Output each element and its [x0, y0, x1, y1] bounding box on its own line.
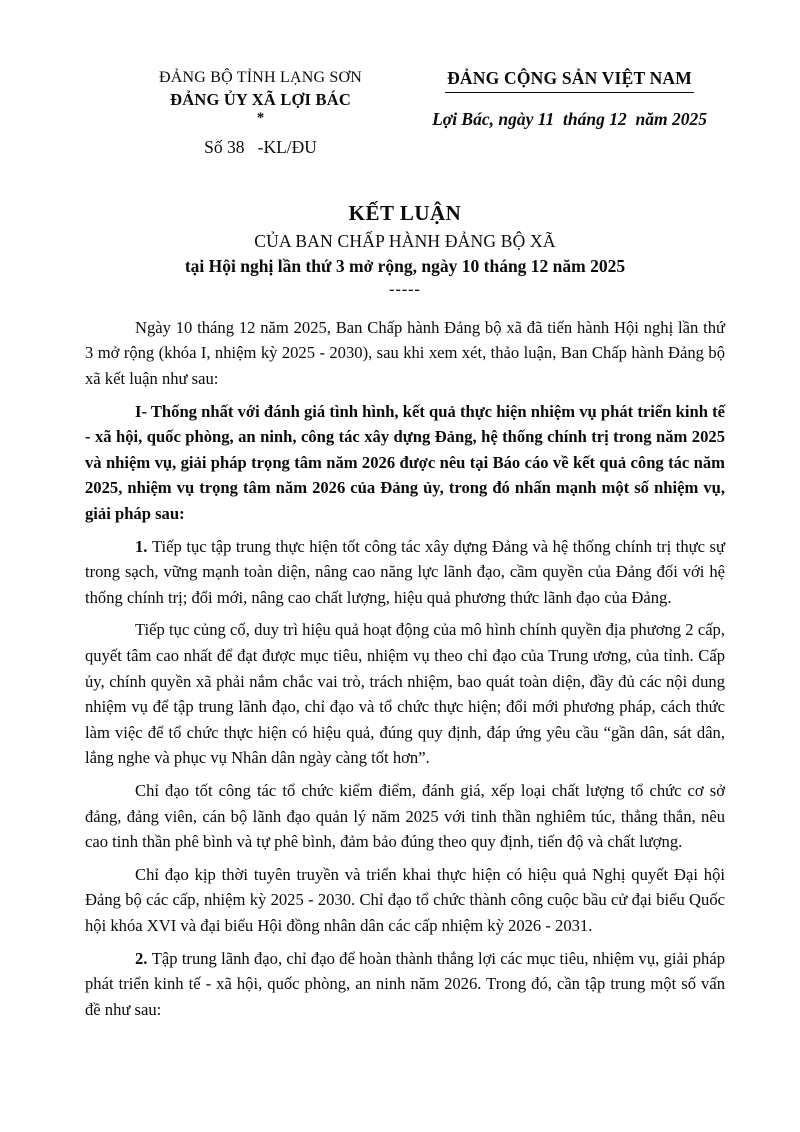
paragraph-text: Tiếp tục tập trung thực hiện tốt công tác xây dựng Đảng và hệ thống chính trị thực sự trong sạch, vững mạnh toàn diện, nâng cao năng lực lãnh đạo, cầm quyền của Đảng đối với hệ thống chính trị; đổi mới, nâng cao chất lượng, hiệu quả phương thức lãnh đạo của Đảng. — [85, 536, 726, 607]
document-body — [85, 315, 725, 1022]
title-session: tại Hội nghị lần thứ 3 mở rộng, ngày 10 tháng 12 năm 2025 — [184, 256, 626, 277]
title-issuer: CỦA BAN CHẤP HÀNH ĐẢNG BỘ XÃ — [254, 230, 556, 251]
paragraph-text: Thống nhất với đánh giá tình hình, kết quả thực hiện nhiệm vụ phát triển kinh tế - xã hội, quốc phòng, an ninh, công tác xây dựng Đảng, hệ thống chính trị trong năm 2025 và nhiệm vụ, giải pháp trọng tâm năm 2026 được nêu tại Báo cáo về kết quả công tác năm 2025, nhiệm vụ trọng tâm năm 2026 của Đảng ủy, trong đó nhấn mạnh một số nhiệm vụ, giải pháp sau: — [85, 401, 725, 524]
national-header-block — [414, 68, 725, 130]
body-paragraph-item-2 — [85, 946, 725, 1023]
document-header — [85, 68, 725, 158]
body-paragraph — [85, 862, 725, 939]
document-number: Số 38 -KL/ĐU — [204, 136, 317, 157]
title-separator: ----- — [389, 280, 421, 298]
paragraph-text: Tập trung lãnh đạo, chỉ đạo để hoàn thành thắng lợi các mục tiêu, nhiệm vụ, giải pháp phát triển kinh tế - xã hội, quốc phòng, an ninh năm 2026. Trong đó, cần tập trung một số vấn đề như sau: — [85, 948, 726, 1019]
paragraph-text: Chỉ đạo tốt công tác tổ chức kiểm điểm, đánh giá, xếp loại chất lượng tổ chức cơ sở đảng, đảng viên, cán bộ lãnh đạo quản lý năm 2025 với tinh thần nghiêm túc, thẳng thắn, nêu cao tinh thần phê bình và tự phê bình, đảm bảo đúng theo quy định, tiến độ và chất lượng. — [85, 780, 725, 852]
paragraph-text: Ngày 10 tháng 12 năm 2025, Ban Chấp hành Đảng bộ xã đã tiến hành Hội nghị lần thứ 3 mở rộng (khóa I, nhiệm kỳ 2025 - 2030), sau khi xem xét, thảo luận, Ban Chấp hành Đảng bộ xã kết luận như sau: — [85, 317, 725, 389]
paragraph-lead: 1. — [135, 536, 152, 556]
paragraph-text: Chỉ đạo kịp thời tuyên truyền và triển khai thực hiện có hiệu quả Nghị quyết Đại hội Đảng bộ các cấp, nhiệm kỳ 2025 - 2030. Chỉ đạo tổ chức thành công cuộc bầu cử đại biểu Quốc hội khóa XVI và đại biểu Hội đồng nhân dân các cấp nhiệm kỳ 2026 - 2031. — [85, 864, 725, 935]
issuing-org-block — [107, 68, 414, 158]
body-paragraph-item-1 — [85, 534, 725, 611]
star-separator: * — [256, 110, 265, 127]
paragraph-lead: I- — [135, 401, 151, 421]
body-paragraph — [85, 778, 725, 855]
org-name: ĐẢNG ỦY XÃ LỢI BÁC — [170, 89, 351, 109]
body-paragraph-section-1 — [85, 399, 725, 527]
title-main: KẾT LUẬN — [348, 201, 462, 226]
national-motto: ĐẢNG CỘNG SẢN VIỆT NAM — [445, 68, 694, 93]
document-title-block — [85, 198, 725, 298]
body-paragraph-opening — [85, 315, 725, 392]
paragraph-lead: 2. — [135, 948, 152, 968]
place-and-date: Lợi Bác, ngày 11 tháng 12 năm 2025 — [432, 109, 707, 129]
org-parent-name: ĐẢNG BỘ TỈNH LẠNG SƠN — [159, 69, 363, 86]
paragraph-text: Tiếp tục củng cố, duy trì hiệu quả hoạt động của mô hình chính quyền địa phương 2 cấp, quyết tâm cao nhất để đạt được mục tiêu, nhiệm vụ theo chỉ đạo của Trung ương, của tỉnh. Cấp ủy, chính quyền xã phải nắm chắc vai trò, trách nhiệm, bao quát toàn diện, đầy đủ các nội dung nhiệm vụ để tập trung lãnh đạo, chỉ đạo và tổ chức thực hiện; đổi mới phương pháp, cách thức làm việc để tổ chức thực hiện có hiệu quả, đúng quy định, đáp ứng yêu cầu “gần dân, sát dân, lắng nghe và phục vụ Nhân dân ngày càng tốt hơn”. — [85, 620, 725, 768]
body-paragraph — [85, 617, 725, 771]
